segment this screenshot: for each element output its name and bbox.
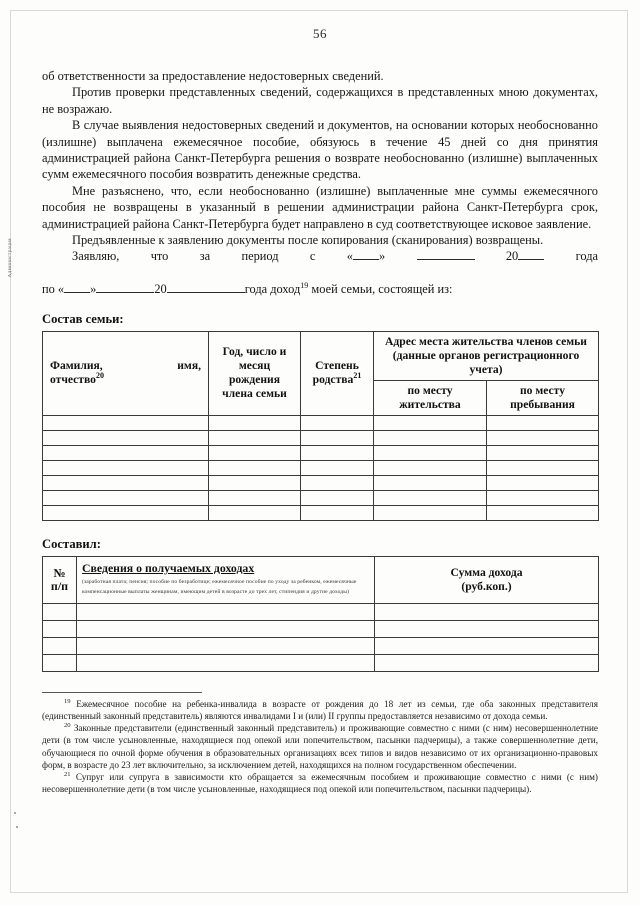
footnote-text-21: Супруг или супруга в зависимости кто обращается за ежемесячным пособием и проживающие совместно с ними (с ним) несовершеннолетние дети (в том числе усыновленные, находящиеся под опекой или попечительством, пасынки падчерицы). [42, 771, 598, 795]
month-blank-field[interactable] [417, 259, 475, 260]
page-number: 56 [313, 26, 327, 41]
header-num-abbrev: п/п [50, 578, 69, 593]
cell-address-stay[interactable] [487, 415, 599, 430]
cell-address-residence[interactable] [374, 505, 487, 520]
footnote-separator [42, 692, 202, 693]
declare-word-s: с [309, 249, 316, 264]
cell-row-number[interactable] [43, 637, 77, 654]
cell-row-number[interactable] [43, 654, 77, 671]
cell-full-name[interactable] [43, 415, 209, 430]
declare-quote-open: « [346, 249, 353, 264]
cell-row-number[interactable] [43, 603, 77, 620]
header-num-symbol: № [53, 565, 66, 580]
declare2-quote-close: » [90, 282, 97, 297]
declare2-prefix: по « [42, 282, 65, 297]
declare-word-period: период [241, 249, 279, 264]
cell-address-stay[interactable] [487, 490, 599, 505]
income-table-label: Составил: [42, 536, 101, 551]
cell-income-details[interactable] [77, 620, 375, 637]
paragraph-4: Мне разъяснено, что, если необоснованно (излишне) выплаченные мне суммы ежемесячного пособия не возвращены в указанный в решении администрации района Санкт-Петербурга срок, администрацией района Санкт-Петербурга будет направлено в суд соответствующее исковое заявление. [42, 183, 598, 231]
table-header-row [43, 331, 599, 380]
header-name-part1: Фамилия, [50, 359, 103, 373]
cell-birth-date[interactable] [209, 490, 301, 505]
family-composition-table [42, 331, 599, 521]
declare2-year-prefix: 20 [154, 282, 167, 297]
header-name-part3: отчество [50, 373, 96, 387]
header-sum-line1: Сумма дохода [450, 565, 523, 579]
day2-blank-field[interactable] [64, 292, 90, 293]
header-address: Адрес места жительства членов семьи (данные органов регистрационного учета) [374, 331, 599, 380]
month2-blank-field[interactable] [96, 292, 154, 293]
cell-income-details[interactable] [77, 637, 375, 654]
income-row[interactable] [43, 620, 599, 637]
header-income-note: (заработная плата; пенсия; пособие по безработице; ежемесячное пособие по уходу за ребенком, ежемесячные компенсационные выплаты женщинам, имеющим детей в возрасте до трех лет, стипендия и другие доходы) [82, 578, 357, 596]
cell-full-name[interactable] [43, 460, 209, 475]
cell-address-stay[interactable] [487, 505, 599, 520]
footnote-20 [42, 722, 598, 771]
cell-income-sum[interactable] [375, 620, 599, 637]
table-row[interactable] [43, 460, 599, 475]
footnote-21 [42, 771, 598, 795]
cell-relation[interactable] [301, 415, 374, 430]
table-row[interactable] [43, 415, 599, 430]
cell-address-residence[interactable] [374, 415, 487, 430]
table-row[interactable] [43, 490, 599, 505]
income-row[interactable] [43, 603, 599, 620]
declaration-line-1 [42, 248, 598, 281]
cell-birth-date[interactable] [209, 475, 301, 490]
table-row[interactable] [43, 430, 599, 445]
footnote-ref-19: 19 [300, 281, 309, 291]
declare-word-chto: что [150, 249, 169, 264]
cell-full-name[interactable] [43, 475, 209, 490]
header-name-part2: имя, [177, 359, 201, 373]
cell-address-stay[interactable] [487, 445, 599, 460]
header-full-name [43, 331, 209, 415]
declare-quote-close: » [378, 249, 386, 264]
cell-full-name[interactable] [43, 505, 209, 520]
header-birth-date: Год, число и месяц рождения члена семьи [209, 331, 301, 415]
table-row[interactable] [43, 505, 599, 520]
footnote-marker-19: 19 [64, 697, 71, 705]
cell-address-residence[interactable] [374, 490, 487, 505]
header-address-stay: по месту пребывания [487, 380, 599, 415]
footnote-ref-21: 21 [353, 371, 362, 381]
declare2-tail: года доход [244, 282, 301, 297]
cell-row-number[interactable] [43, 620, 77, 637]
cell-relation[interactable] [301, 445, 374, 460]
table-row[interactable] [43, 445, 599, 460]
cell-address-residence[interactable] [374, 460, 487, 475]
table-row[interactable] [43, 475, 599, 490]
cell-full-name[interactable] [43, 445, 209, 460]
cell-address-residence[interactable] [374, 475, 487, 490]
header-income-sum [375, 556, 599, 603]
cell-relation[interactable] [301, 490, 374, 505]
cell-relation[interactable] [301, 505, 374, 520]
cell-birth-date[interactable] [209, 505, 301, 520]
year-blank-field[interactable] [518, 259, 544, 260]
cell-income-details[interactable] [77, 654, 375, 671]
income-header-row [43, 556, 599, 603]
declare-word-goda: года [575, 249, 599, 264]
paragraph-5: Предъявленные к заявлению документы после копирования (сканирования) возвращены. [72, 233, 544, 248]
declare-word-zayavlyayu: Заявляю, [72, 249, 120, 264]
cell-address-residence[interactable] [374, 430, 487, 445]
declare-word-za: за [199, 249, 211, 264]
header-relation [301, 331, 374, 415]
paragraph-2: Против проверки представленных сведений, содержащихся в представленных мною документах, не возражаю. [42, 85, 598, 116]
cell-full-name[interactable] [43, 490, 209, 505]
cell-relation[interactable] [301, 475, 374, 490]
declaration-line-2 [42, 281, 598, 297]
cell-address-stay[interactable] [487, 475, 599, 490]
header-income-title: Сведения о получаемых доходах [82, 560, 255, 575]
cell-address-stay[interactable] [487, 430, 599, 445]
family-table-label: Состав семьи: [42, 311, 124, 326]
scan-speck-icon [14, 812, 16, 814]
cell-income-sum[interactable] [375, 603, 599, 620]
day-blank-field[interactable] [353, 259, 379, 260]
cell-full-name[interactable] [43, 430, 209, 445]
cell-income-details[interactable] [77, 603, 375, 620]
footnote-ref-20: 20 [95, 371, 104, 381]
cell-birth-date[interactable] [209, 415, 301, 430]
header-sum-line2: (руб.коп.) [461, 579, 512, 593]
income-row[interactable] [43, 654, 599, 671]
declare2-end: моей семьи, состоящей из: [311, 282, 453, 297]
footnote-text-20: Законные представители (единственный законный представитель) и проживающие совместно с ними (с ним) несовершеннолетние дети (в том числе усыновленные, находящиеся под опекой или попечительством, пасынки падчерицы), а также совершеннолетние дети, обучающиеся по очной форме обучения в образовательных организациях всех типов и видов независимо от их организационно-правовых форм, в возрасте до 23 лет включительно, за исключением детей, находящихся на полном государственном обеспечении. [42, 723, 598, 770]
declare-year-prefix: 20 [505, 249, 519, 264]
income-information-table [42, 556, 599, 672]
scan-speck-icon [16, 826, 18, 828]
paragraph-1: об ответственности за предоставление недостоверных сведений. [42, 69, 384, 83]
footnotes-section [42, 692, 598, 796]
page-content [42, 26, 598, 795]
footnote-marker-20: 20 [64, 722, 71, 730]
cell-relation[interactable] [301, 460, 374, 475]
header-row-number [43, 556, 77, 603]
header-relation-text: Степень родства [312, 359, 359, 387]
cell-address-stay[interactable] [487, 460, 599, 475]
footnote-19 [42, 698, 598, 722]
scan-margin-artifact: Администрация [8, 238, 13, 278]
cell-birth-date[interactable] [209, 445, 301, 460]
year2-blank-field[interactable] [167, 292, 245, 293]
header-income-details [77, 556, 375, 603]
footnote-marker-21: 21 [64, 770, 71, 778]
paragraph-3: В случае выявления недостоверных сведений и документов, на основании которых необоснованно (излишне) выплачена ежемесячное пособие, обязуюсь в течение 45 дней со дня принятия администрацией района Санкт-Петербурга решения о возврате необоснованно (излишне) выплаченных сумм ежемесячного пособия возвратить денежные средства. [42, 118, 598, 182]
cell-relation[interactable] [301, 430, 374, 445]
cell-birth-date[interactable] [209, 460, 301, 475]
cell-address-residence[interactable] [374, 445, 487, 460]
cell-income-sum[interactable] [375, 637, 599, 654]
cell-birth-date[interactable] [209, 430, 301, 445]
cell-income-sum[interactable] [375, 654, 599, 671]
footnote-text-19: Ежемесячное пособие на ребенка-инвалида в возрасте от рождения до 18 лет из семьи, где оба законных представителя (единственный законный представитель) являются инвалидами I и (или) II группы предоставляется независимо от дохода семьи. [42, 698, 598, 721]
income-row[interactable] [43, 637, 599, 654]
header-address-residence: по месту жительства [374, 380, 487, 415]
